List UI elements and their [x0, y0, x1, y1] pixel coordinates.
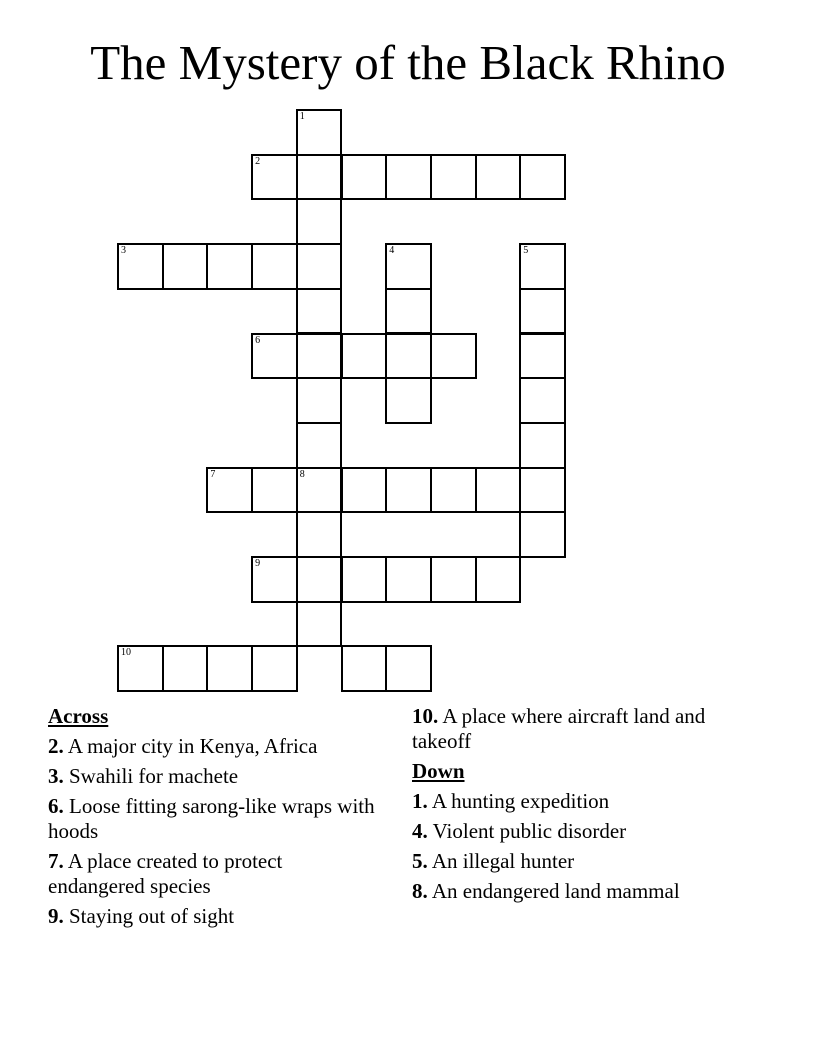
grid-cell[interactable] [430, 154, 477, 201]
grid-cell[interactable] [162, 645, 209, 692]
grid-cell[interactable] [296, 377, 343, 424]
grid-cell[interactable] [251, 645, 298, 692]
across-clue-7 [48, 849, 378, 899]
grid-cell[interactable] [341, 645, 388, 692]
down-clue-8 [412, 879, 752, 904]
grid-cell[interactable] [251, 243, 298, 290]
down-clue-1 [412, 789, 752, 814]
grid-cell[interactable] [296, 288, 343, 335]
grid-cell[interactable] [385, 556, 432, 603]
grid-cell[interactable] [296, 198, 343, 245]
down-clue-5 [412, 849, 752, 874]
grid-cell[interactable] [251, 154, 298, 201]
grid-cell[interactable] [251, 556, 298, 603]
clue-number: 1. [412, 789, 428, 813]
grid-cell[interactable] [296, 511, 343, 558]
clue-number: 6. [48, 794, 64, 818]
clues-right-column [412, 704, 752, 909]
across-clue-3 [48, 764, 378, 789]
cell-number: 5 [523, 245, 529, 257]
grid-cell[interactable] [385, 333, 432, 380]
grid-cell[interactable] [519, 333, 566, 380]
clue-text: A major city in Kenya, Africa [67, 734, 318, 758]
grid-cell[interactable] [341, 467, 388, 514]
across-clue-2 [48, 734, 378, 759]
grid-cell[interactable] [430, 556, 477, 603]
grid-cell[interactable] [341, 333, 388, 380]
grid-cell[interactable] [206, 645, 253, 692]
grid-cell[interactable] [117, 645, 164, 692]
cell-number: 2 [255, 155, 261, 167]
clue-number: 3. [48, 764, 64, 788]
cell-number: 6 [255, 334, 261, 346]
clue-number: 4. [412, 819, 428, 843]
clue-text: A place where aircraft land and takeoff [412, 704, 706, 753]
grid-cell[interactable] [519, 511, 566, 558]
clue-number: 2. [48, 734, 64, 758]
across-clue-10 [412, 704, 752, 754]
clue-text: Violent public disorder [432, 819, 627, 843]
clue-number: 5. [412, 849, 428, 873]
clue-text: A hunting expedition [431, 789, 610, 813]
grid-cell[interactable] [385, 243, 432, 290]
clue-text: Swahili for machete [69, 764, 239, 788]
grid-cell[interactable] [296, 243, 343, 290]
clue-text: An illegal hunter [431, 849, 575, 873]
across-clue-6 [48, 794, 378, 844]
grid-cell[interactable] [430, 333, 477, 380]
puzzle-title: The Mystery of the Black Rhino [90, 35, 726, 90]
grid-cell[interactable] [162, 243, 209, 290]
across-clue-9 [48, 904, 378, 929]
grid-cell[interactable] [206, 467, 253, 514]
clue-text: Staying out of sight [69, 904, 235, 928]
clues-left-column [48, 704, 378, 934]
grid-cell[interactable] [385, 154, 432, 201]
grid-cell[interactable] [519, 377, 566, 424]
clue-number: 10. [412, 704, 439, 728]
down-clue-4 [412, 819, 752, 844]
cell-number: 4 [389, 245, 395, 257]
grid-cell[interactable] [117, 243, 164, 290]
grid-cell[interactable] [519, 288, 566, 335]
clue-number: 8. [412, 879, 428, 903]
grid-cell[interactable] [385, 377, 432, 424]
cell-number: 9 [255, 558, 261, 569]
grid-cell[interactable] [519, 422, 566, 469]
grid-cell[interactable] [251, 333, 298, 380]
clue-text: A place created to protect endangered species [48, 849, 283, 898]
clue-number: 9. [48, 904, 64, 928]
grid-cell[interactable] [341, 556, 388, 603]
grid-cell[interactable] [475, 556, 522, 603]
grid-cell[interactable] [475, 154, 522, 201]
grid-cell[interactable] [430, 467, 477, 514]
grid-cell[interactable] [385, 645, 432, 692]
grid-cell[interactable] [296, 109, 343, 156]
cell-number: 10 [121, 647, 131, 659]
down-heading: Down [412, 759, 465, 783]
grid-cell[interactable] [296, 601, 343, 648]
cell-number: 7 [210, 468, 216, 480]
across-heading: Across [48, 704, 109, 728]
grid-cell[interactable] [475, 467, 522, 514]
grid-cell[interactable] [206, 243, 253, 290]
grid-cell[interactable] [385, 467, 432, 514]
grid-cell[interactable] [519, 467, 566, 514]
grid-cell[interactable] [341, 154, 388, 201]
grid-cell[interactable] [296, 333, 343, 380]
grid-cell[interactable] [296, 422, 343, 469]
cell-number: 8 [299, 468, 305, 480]
grid-cell[interactable] [296, 556, 343, 603]
grid-cell[interactable] [296, 154, 343, 201]
cell-number: 1 [299, 111, 305, 122]
grid-cell[interactable] [385, 288, 432, 335]
grid-cell[interactable] [519, 154, 566, 201]
clue-number: 7. [48, 849, 64, 873]
grid-cell[interactable] [251, 467, 298, 514]
clue-text: An endangered land mammal [431, 879, 680, 903]
clue-text: Loose fitting sarong-like wraps with hoods [48, 794, 375, 843]
grid-cell[interactable] [296, 467, 343, 514]
cell-number: 3 [121, 245, 126, 257]
grid-cell[interactable] [519, 243, 566, 290]
